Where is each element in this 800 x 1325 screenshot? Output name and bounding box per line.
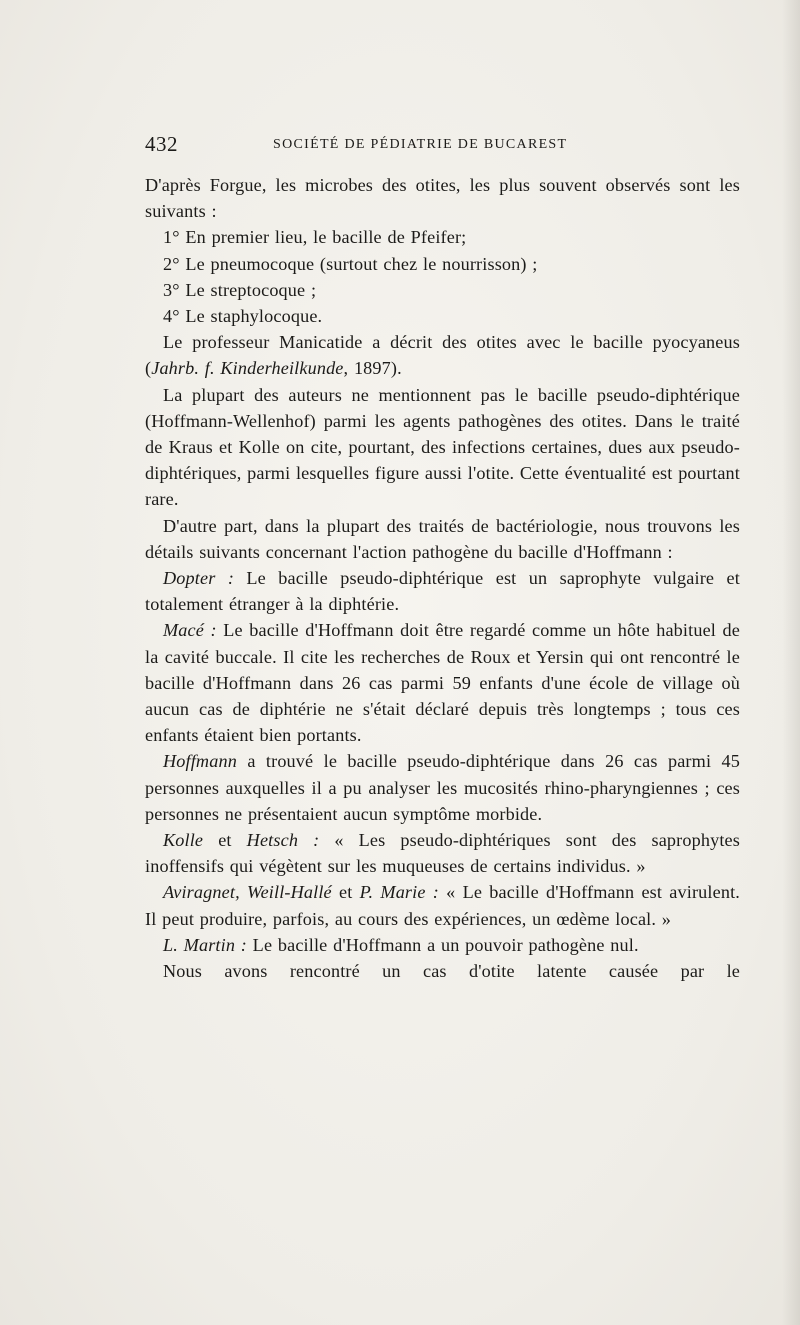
list-item-text: 4° Le staphylocoque. xyxy=(163,306,323,327)
author-name: Kolle xyxy=(163,830,204,851)
paragraph-text: Le bacille pseudo-diphtérique est un saprophyte vulgaire et totalement étranger à la diphtérie. xyxy=(145,568,740,615)
paragraph-bacteriologie xyxy=(145,513,740,565)
paragraph-text: , 1897). xyxy=(343,358,402,379)
author-name: Aviragnet, Weill-Hallé xyxy=(163,882,332,903)
author-name: Dopter : xyxy=(163,568,235,589)
citation-journal: Jahrb. f. Kinderheilkunde xyxy=(151,358,344,379)
paragraph-text: Nous avons rencontré un cas d'otite latente causée par le xyxy=(163,961,740,982)
list-item-text: 1° En premier lieu, le bacille de Pfeifer; xyxy=(163,227,467,248)
paragraph-text: D'autre part, dans la plupart des traités de bactériologie, nous trouvons les détails suivants concernant l'action pathogène du bacille d'Hoffmann : xyxy=(145,515,740,562)
paragraph-otite-latente xyxy=(145,958,740,984)
author-name: Macé : xyxy=(163,620,217,641)
page-header xyxy=(145,130,607,158)
paragraph-text: Le professeur Manicatide a décrit des otites avec le bacille pyocyaneus ( xyxy=(145,332,740,379)
paragraph-auteurs xyxy=(145,382,740,513)
paragraph-manicatide xyxy=(145,329,740,381)
author-name: P. Marie : xyxy=(359,882,439,903)
paragraph-text: La plupart des auteurs ne mentionnent pas le bacille pseudo-diphtérique (Hoffmann-Wellenhof) parmi les agents pathogènes des otites. Dans le traité de Kraus et Kolle on cite, pourtant, des infections certaines, dues aux pseudo-diphtériques, parmi lesquelles figure aussi l'otite. Cette éventualité est pourtant rare. xyxy=(145,384,740,510)
author-name: Hetsch : xyxy=(246,830,320,851)
list-item xyxy=(145,251,740,277)
list-item-text: 3° Le streptocoque ; xyxy=(163,279,317,300)
paragraph-kolle-hetsch xyxy=(145,827,740,879)
paragraph-text: Le bacille d'Hoffmann doit être regardé comme un hôte habituel de la cavité buccale. Il cite les recherches de Roux et Yersin qui ont rencontré le bacille d'Hoffmann dans 26 cas parmi 59 enfants d'une école de village où aucun cas de diphtérie ne s'était déclaré depuis très longtemps ; tous ces enfants étaient bien portants. xyxy=(145,620,740,746)
page-edge-shadow xyxy=(782,0,800,1325)
running-title: SOCIÉTÉ DE PÉDIATRIE DE BUCAREST xyxy=(273,137,568,152)
paragraph-aviragnet xyxy=(145,879,740,931)
list-item-text: 2° Le pneumocoque (surtout chez le nourrisson) ; xyxy=(163,253,538,274)
paragraph-text: « Le bacille d'Hoffmann est avirulent. Il peut produire, parfois, au cours des expériences, un œdème local. » xyxy=(145,882,740,929)
paragraph-text: et xyxy=(203,830,247,851)
list-item xyxy=(145,277,740,303)
paragraph-mace xyxy=(145,617,740,748)
author-name: Hoffmann xyxy=(163,751,237,772)
paragraph-text: D'après Forgue, les microbes des otites, les plus souvent observés sont les suivants : xyxy=(145,175,740,222)
paragraph-text: Le bacille d'Hoffmann a un pouvoir pathogène nul. xyxy=(246,934,639,955)
paragraph-hoffmann xyxy=(145,748,740,827)
list-item xyxy=(145,224,740,250)
page-number: 432 xyxy=(145,132,178,156)
author-name: L. Martin : xyxy=(163,934,247,955)
paragraph-dopter xyxy=(145,565,740,617)
body-text xyxy=(145,172,740,984)
paragraph-martin xyxy=(145,932,740,958)
paragraph-text: « Les pseudo-diphtériques sont des saprophytes inoffensifs qui végètent sur les muqueuses de certains individus. » xyxy=(145,830,740,877)
paragraph-forgue xyxy=(145,172,740,224)
paragraph-text: a trouvé le bacille pseudo-diphtérique dans 26 cas parmi 45 personnes auxquelles il a pu analyser les mucosités rhino-pharyngiennes ; ces personnes ne présentaient aucun symptôme morbide. xyxy=(145,751,740,824)
paragraph-text: et xyxy=(331,882,360,903)
list-item xyxy=(145,303,740,329)
